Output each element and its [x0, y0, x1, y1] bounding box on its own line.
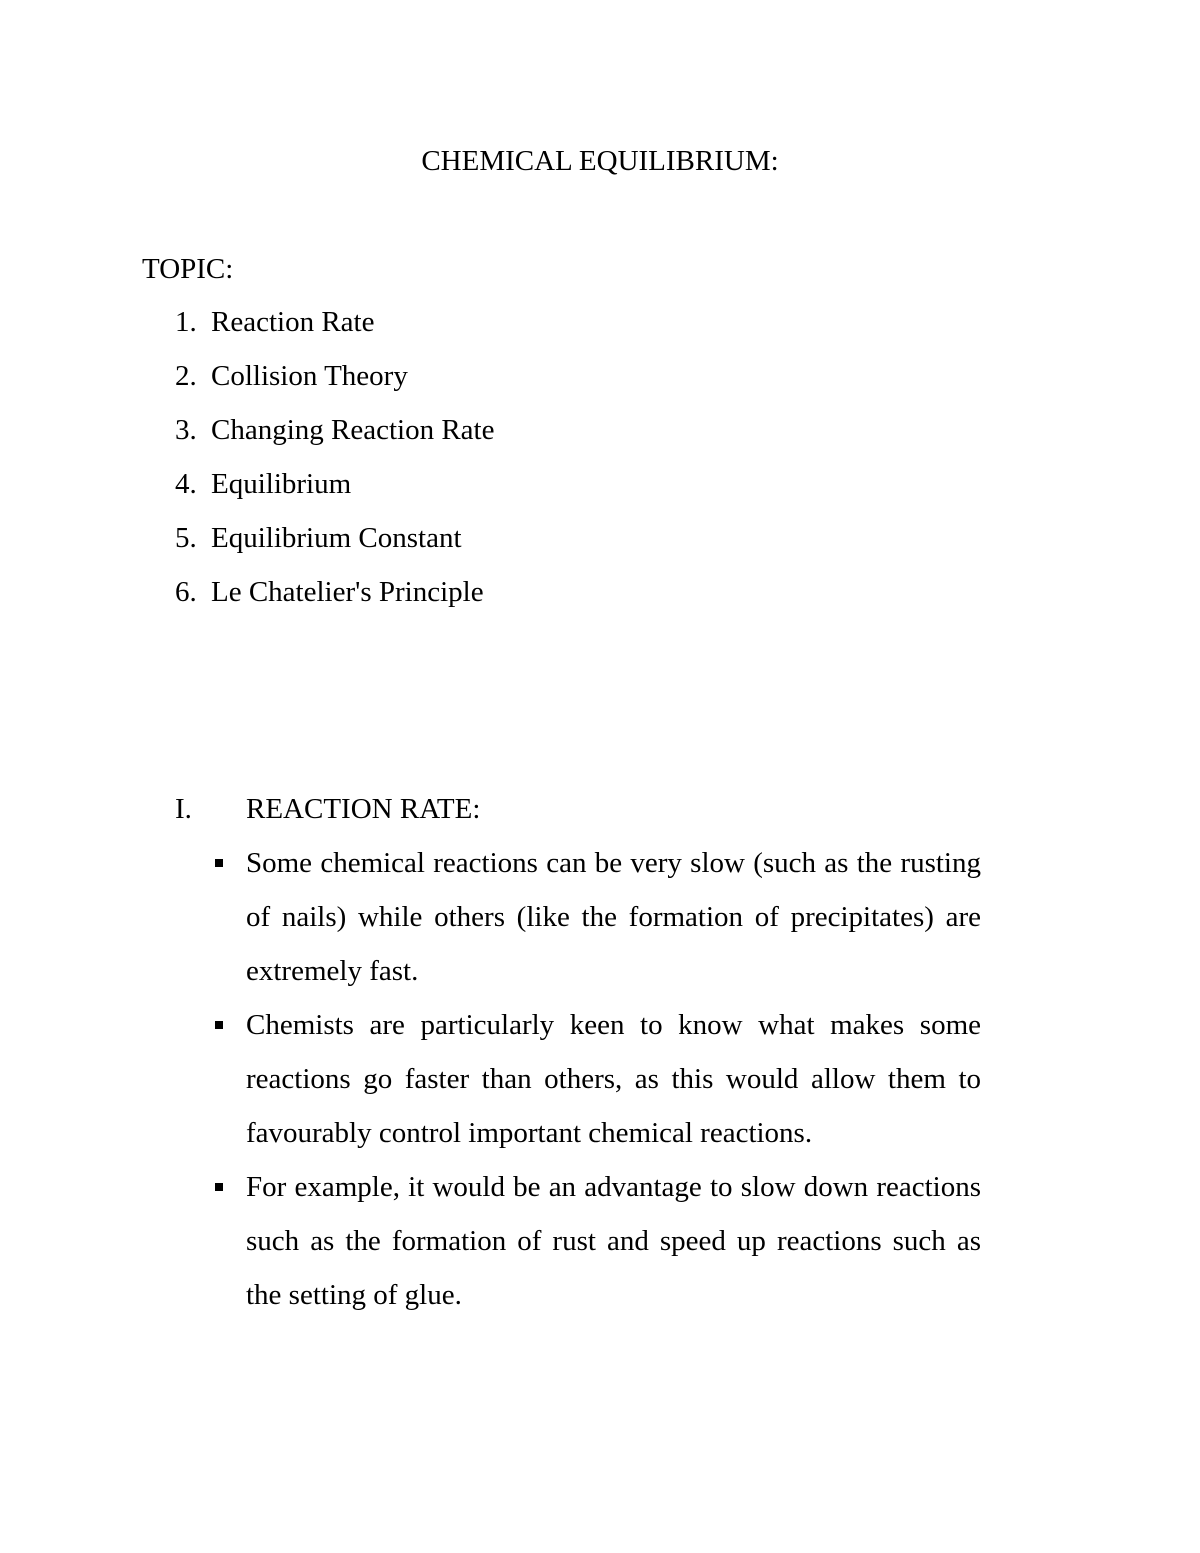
- bullet-text: Chemists are particularly keen to know what makes some reactions go faster than others, as this would allow them to favourably control important chemical reactions.: [246, 1009, 981, 1149]
- topic-number: 6.: [175, 576, 197, 608]
- topic-item: [175, 519, 495, 573]
- bullet-text: For example, it would be an advantage to slow down reactions such as the formation of rust and speed up reactions such as the setting of glue.: [246, 1171, 981, 1311]
- topic-heading: TOPIC:: [142, 253, 234, 285]
- bullet-list: [175, 836, 985, 1322]
- topic-number: 3.: [175, 414, 197, 446]
- section-number: I.: [175, 793, 192, 825]
- topic-label: Changing Reaction Rate: [211, 414, 495, 446]
- topic-number: 4.: [175, 468, 197, 500]
- topic-label: Equilibrium Constant: [211, 522, 462, 554]
- topic-item: [175, 303, 495, 357]
- bullet-item: [175, 998, 985, 1160]
- topic-item: [175, 573, 495, 627]
- square-bullet-icon: [215, 1021, 223, 1029]
- topic-number: 1.: [175, 306, 197, 338]
- topic-number: 5.: [175, 522, 197, 554]
- topic-label: Collision Theory: [211, 360, 408, 392]
- topic-label: Le Chatelier's Principle: [211, 576, 484, 608]
- topic-number: 2.: [175, 360, 197, 392]
- topic-item: [175, 411, 495, 465]
- section-reaction-rate: [175, 790, 985, 1330]
- section-title: REACTION RATE:: [246, 793, 481, 825]
- bullet-text: Some chemical reactions can be very slow (such as the rusting of nails) while others (like the formation of precipitates) are extremely fast.: [246, 847, 981, 987]
- square-bullet-icon: [215, 859, 223, 867]
- topic-label: Reaction Rate: [211, 306, 375, 338]
- topic-item: [175, 357, 495, 411]
- bullet-item: [175, 836, 985, 998]
- topic-label: Equilibrium: [211, 468, 352, 500]
- document-title: CHEMICAL EQUILIBRIUM:: [421, 145, 779, 177]
- topic-list: [175, 303, 495, 627]
- topic-item: [175, 465, 495, 519]
- square-bullet-icon: [215, 1183, 223, 1191]
- bullet-item: [175, 1160, 985, 1322]
